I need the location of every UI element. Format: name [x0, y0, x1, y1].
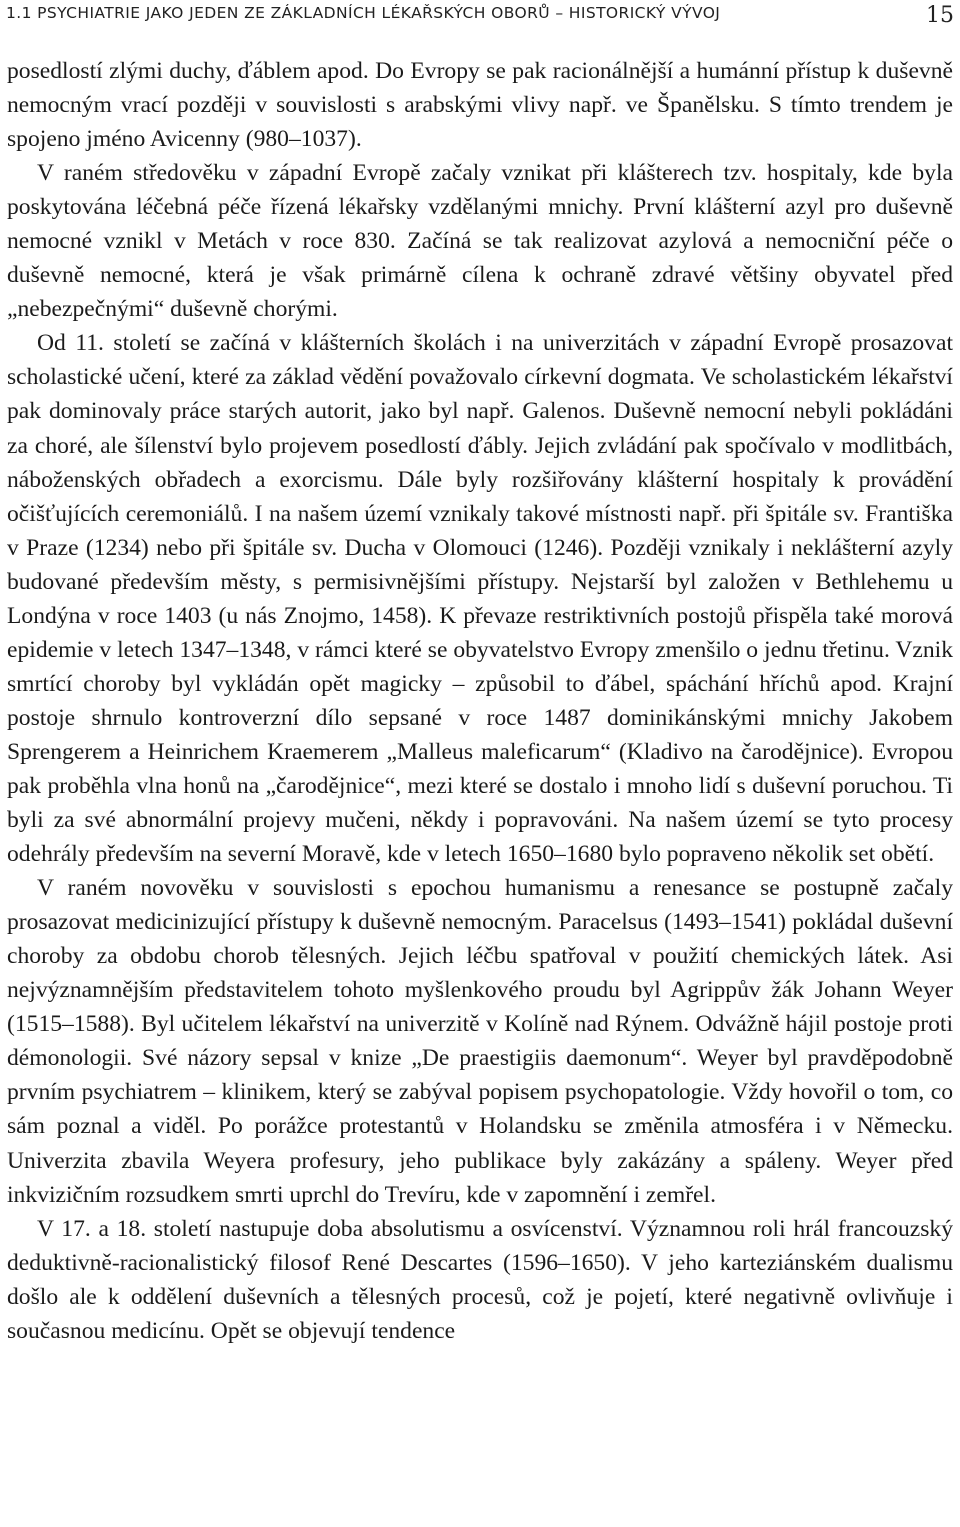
- paragraph: Od 11. století se začíná v klášterních školách i na univerzitách v západní Evropě prosazovat scholastické učení, které za základ vědění považovalo církevní dogmata. Ve scholastickém lékařství pak dominovaly práce starých autorit, jako byl např. Galenos. Duševně nemocní nebyli pokládáni za choré, ale šílenství bylo projevem posedlostí ďábly. Jejich zvládání pak spočívalo v modlitbách, náboženských obřadech a exorcismu. Dále byly rozšiřovány klášterní hospitaly k provádění očišťujících ceremoniálů. I na našem území vznikaly takové místnosti např. při špitále sv. Františka v Praze (1234) nebo při špitále sv. Ducha v Olomouci (1246). Později vznikaly i neklášterní azyly budované především městy, s permisivnějšími přístupy. Nejstarší byl založen v Bethlehemu u Londýna v roce 1403 (u nás Znojmo, 1458). K převaze restriktivních postojů přispěla také morová epidemie v letech 1347–1348, v rámci které se obyvatelstvo Evropy zmenšilo o jednu třetinu. Vznik smrtící choroby byl vykládán opět magicky – způsobil to ďábel, spáchání hříchů apod. Krajní postoje shrnulo kontroverzní dílo sepsané v roce 1487 dominikánskými mnichy Jakobem Sprengerem a Heinrichem Kraemerem „Malleus maleficarum“ (Kladivo na čarodějnice). Evropou pak proběhla vlna honů na „čarodějnice“, mezi které se dostalo i mnoho lidí s duševní poruchou. Ti byli za své abnormální projevy mučeni, někdy i popravováni. Na našem území se tyto procesy odehrály především na severní Moravě, kde v letech 1650–1680 bylo popraveno několik set obětí.: [7, 330, 953, 868]
- page-number: 15: [926, 3, 954, 28]
- body-text: [7, 54, 953, 1348]
- paragraph: posedlostí zlými duchy, ďáblem apod. Do Evropy se pak racionálnější a humánní přístup k duševně nemocným vrací později v souvislosti s arabskými vlivy např. ve Španělsku. S tímto trendem je spojeno jméno Avicenny (980–1037).: [7, 58, 953, 153]
- paragraph: V raném středověku v západní Evropě začaly vznikat při klášterech tzv. hospitaly, kde byla poskytována léčebná péče řízená lékařsky vzdělanými mnichy. První klášterní azyl pro duševně nemocné vznikl v Metách v roce 830. Začíná se tak realizovat azylová a nemocniční péče o duševně nemocné, která je však primárně cílena k ochraně zdravé většiny obyvatel před „nebezpečnými“ duševně chorými.: [7, 160, 953, 323]
- paragraph: V 17. a 18. století nastupuje doba absolutismu a osvícenství. Významnou roli hrál francouzský deduktivně-racionalistický filosof René Descartes (1596–1650). V jeho karteziánském dualismu došlo ale k oddělení duševních a tělesných procesů, což je pojetí, které negativně ovlivňuje i současnou medicínu. Opět se objevují tendence: [7, 1215, 953, 1344]
- chapter-title: 1.1 PSYCHIATRIE JAKO JEDEN ZE ZÁKLADNÍCH LÉKAŘSKÝCH OBORŮ – HISTORICKÝ VÝVOJ: [6, 4, 721, 22]
- running-header: [0, 0, 960, 34]
- paragraph: V raném novověku v souvislosti s epochou humanismu a renesance se postupně začaly prosazovat medicinizující přístupy k duševně nemocným. Paracelsus (1493–1541) pokládal duševní choroby za obdobu chorob tělesných. Jejich léčbu spatřoval v použití chemických látek. Asi nejvýznamnějším představitelem tohoto myšlenkového proudu byl Agrippův žák Johann Weyer (1515–1588). Byl učitelem lékařství na univerzitě v Kolíně nad Rýnem. Odvážně hájil postoje proti démonologii. Své názory sepsal v knize „De praestigiis daemonum“. Weyer byl pravděpodobně prvním psychiatrem – klinikem, který se zabýval popisem psychopatologie. Vždy hovořil o tom, co sám poznal a viděl. Po porážce protestantů v Holandsku se změnila atmosféra i v Německu. Univerzita zbavila Weyera profesury, jeho publikace byly zakázány a spáleny. Weyer před inkvizičním rozsudkem smrti uprchl do Trevíru, kde v zapomnění i zemřel.: [7, 875, 953, 1208]
